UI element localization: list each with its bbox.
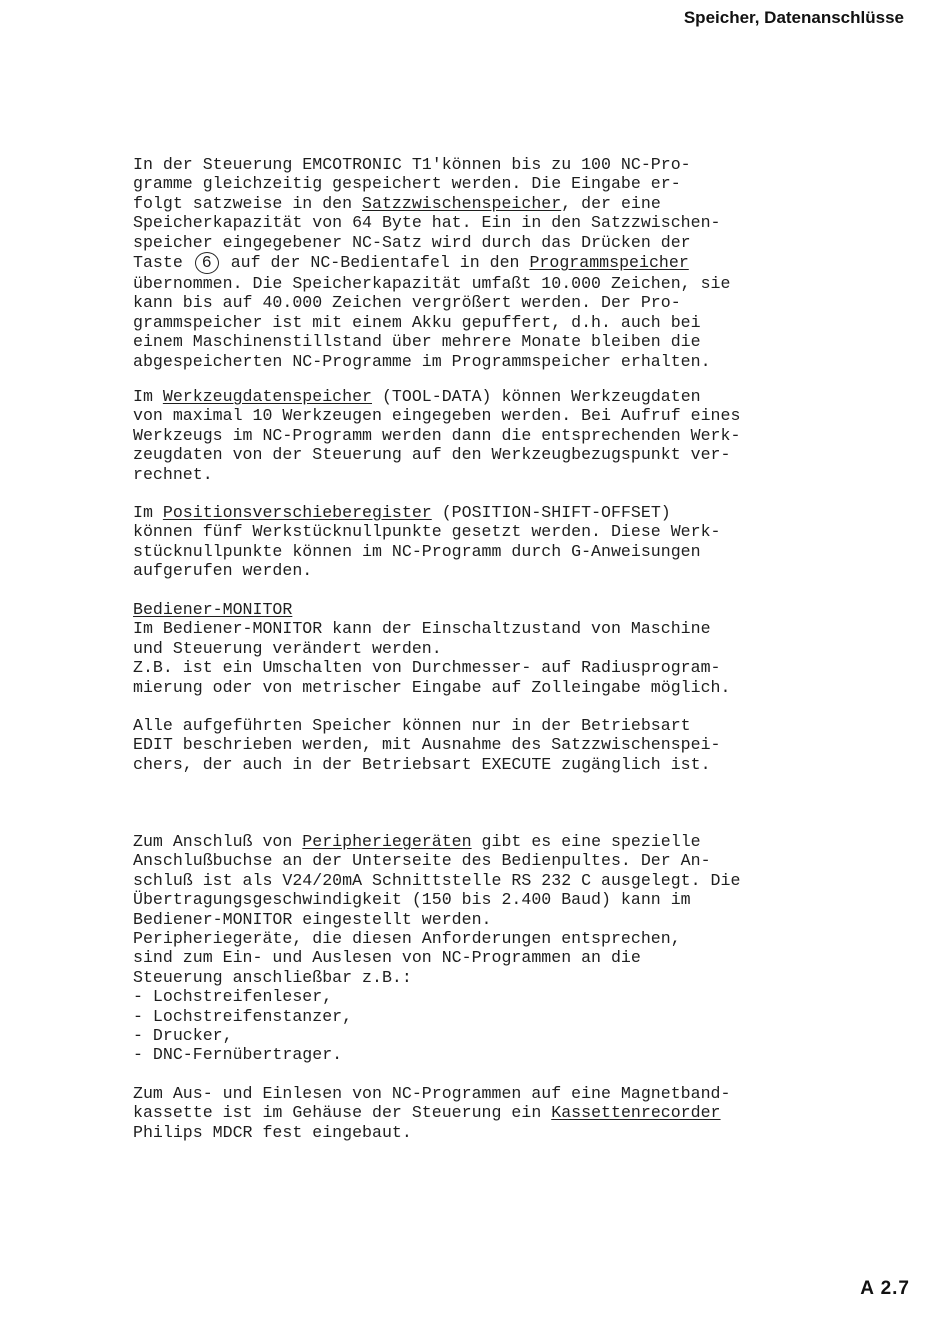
- text-line: Taste: [133, 253, 193, 273]
- text-line: folgt satzweise in den: [133, 193, 363, 213]
- text-line: grammspeicher ist mit einem Akku gepuffert, d.h. auch bei: [133, 312, 701, 332]
- text-line: Im: [133, 503, 163, 522]
- page-header-title: Speicher, Datenanschlüsse: [683, 8, 904, 27]
- text-line: Speicherkapazität von 64 Byte hat. Ein in den Satzzwischen-: [133, 213, 721, 233]
- text-line: EDIT beschrieben werden, mit Ausnahme des Satzzwischenspei-: [133, 735, 721, 755]
- text-line: Im Bediener-MONITOR kann der Einschaltzustand von Maschine: [133, 619, 711, 639]
- list-item: - DNC-Fernübertrager.: [133, 1045, 343, 1065]
- term-kassettenrecorder: Kassettenrecorder: [551, 1103, 721, 1123]
- text-line: kann bis auf 40.000 Zeichen vergrößert werden. Der Pro-: [133, 293, 681, 313]
- text-line: , der eine: [561, 193, 661, 213]
- text-line: Zum Aus- und Einlesen von NC-Programmen auf eine Magnetband-: [133, 1084, 731, 1103]
- text-line: Bediener-MONITOR eingestellt werden.: [133, 909, 492, 929]
- text-line: Werkzeugs im NC-Programm werden dann die entsprechenden Werk-: [133, 425, 741, 445]
- text-line: Übertragungsgeschwindigkeit (150 bis 2.400 Baud) kann im: [133, 890, 691, 910]
- text-line: speicher eingegebener NC-Satz wird durch das Drücken der: [133, 232, 691, 252]
- term-peripheriegeraeten: Peripheriegeräten: [302, 832, 472, 851]
- list-item: - Lochstreifenstanzer,: [133, 1006, 353, 1026]
- text-line: stücknullpunkte können im NC-Programm durch G-Anweisungen: [133, 541, 701, 561]
- text-line: übernommen. Die Speicherkapazität umfaßt 10.000 Zeichen, sie: [133, 274, 731, 294]
- page-number: A 2.7: [860, 1278, 910, 1299]
- text-line: und Steuerung verändert werden.: [133, 638, 442, 658]
- text-line: abgespeicherten NC-Programme im Programmspeicher erhalten.: [133, 351, 711, 371]
- text-line: (TOOL-DATA) können Werkzeugdaten: [372, 387, 701, 406]
- key-6-circle: 6: [195, 252, 219, 274]
- paragraph-tool-data: [133, 387, 853, 484]
- paragraph-program-memory: [133, 155, 853, 371]
- text-line: kassette ist im Gehäuse der Steuerung ein: [133, 1103, 552, 1123]
- text-line: einem Maschinenstillstand über mehrere Monate bleiben die: [133, 332, 701, 352]
- text-line: (POSITION-SHIFT-OFFSET): [431, 503, 671, 522]
- text-line: Peripheriegeräte, die diesen Anforderungen entsprechen,: [133, 929, 681, 949]
- paragraph-peripherals: [133, 832, 853, 1065]
- text-line: gibt es eine spezielle: [471, 832, 701, 851]
- text-line: schluß ist als V24/20mA Schnittstelle RS 232 C ausgelegt. Die: [133, 870, 741, 890]
- text-line: Steuerung anschließbar z.B.:: [133, 967, 412, 987]
- text-line: rechnet.: [133, 464, 213, 484]
- term-programmspeicher: Programmspeicher: [529, 253, 689, 273]
- term-satzzwischenspeicher: Satzzwischenspeicher: [362, 193, 562, 213]
- paragraph-operator-monitor: [133, 600, 853, 697]
- paragraph-cassette: [133, 1084, 853, 1142]
- text-line: zeugdaten von der Steuerung auf den Werkzeugbezugspunkt ver-: [133, 445, 731, 465]
- text-line: sind zum Ein- und Auslesen von NC-Programmen an die: [133, 948, 641, 968]
- text-line: von maximal 10 Werkzeugen eingegeben werden. Bei Aufruf eines: [133, 406, 741, 426]
- paragraph-memory-edit: [133, 716, 853, 774]
- term-werkzeugdatenspeicher: Werkzeugdatenspeicher: [162, 387, 372, 406]
- text-line: Im: [133, 387, 163, 406]
- list-item: - Lochstreifenleser,: [133, 987, 333, 1007]
- list-item: - Drucker,: [133, 1026, 233, 1046]
- text-line: Z.B. ist ein Umschalten von Durchmesser- auf Radiusprogram-: [133, 658, 721, 678]
- text-line: In der Steuerung EMCOTRONIC T1'können bis zu 100 NC-Pro-: [133, 155, 691, 174]
- text-line: können fünf Werkstücknullpunkte gesetzt werden. Diese Werk-: [133, 522, 721, 542]
- text-line: aufgerufen werden.: [133, 561, 313, 581]
- paragraph-position-shift: [133, 503, 853, 581]
- text-line: gramme gleichzeitig gespeichert werden. Die Eingabe er-: [133, 174, 681, 194]
- text-line: Anschlußbuchse an der Unterseite des Bedienpultes. Der An-: [133, 851, 711, 871]
- text-line: Alle aufgeführten Speicher können nur in der Betriebsart: [133, 716, 691, 735]
- section-heading-bediener-monitor: Bediener-MONITOR: [133, 600, 293, 619]
- term-positionsverschieberegister: Positionsverschieberegister: [162, 503, 432, 522]
- text-line: Philips MDCR fest eingebaut.: [133, 1122, 412, 1142]
- text-line: chers, der auch in der Betriebsart EXECUTE zugänglich ist.: [133, 754, 711, 774]
- text-line: auf der NC-Bedientafel in den: [220, 253, 530, 273]
- text-line: Zum Anschluß von: [133, 832, 303, 851]
- text-line: mierung oder von metrischer Eingabe auf Zolleingabe möglich.: [133, 677, 731, 697]
